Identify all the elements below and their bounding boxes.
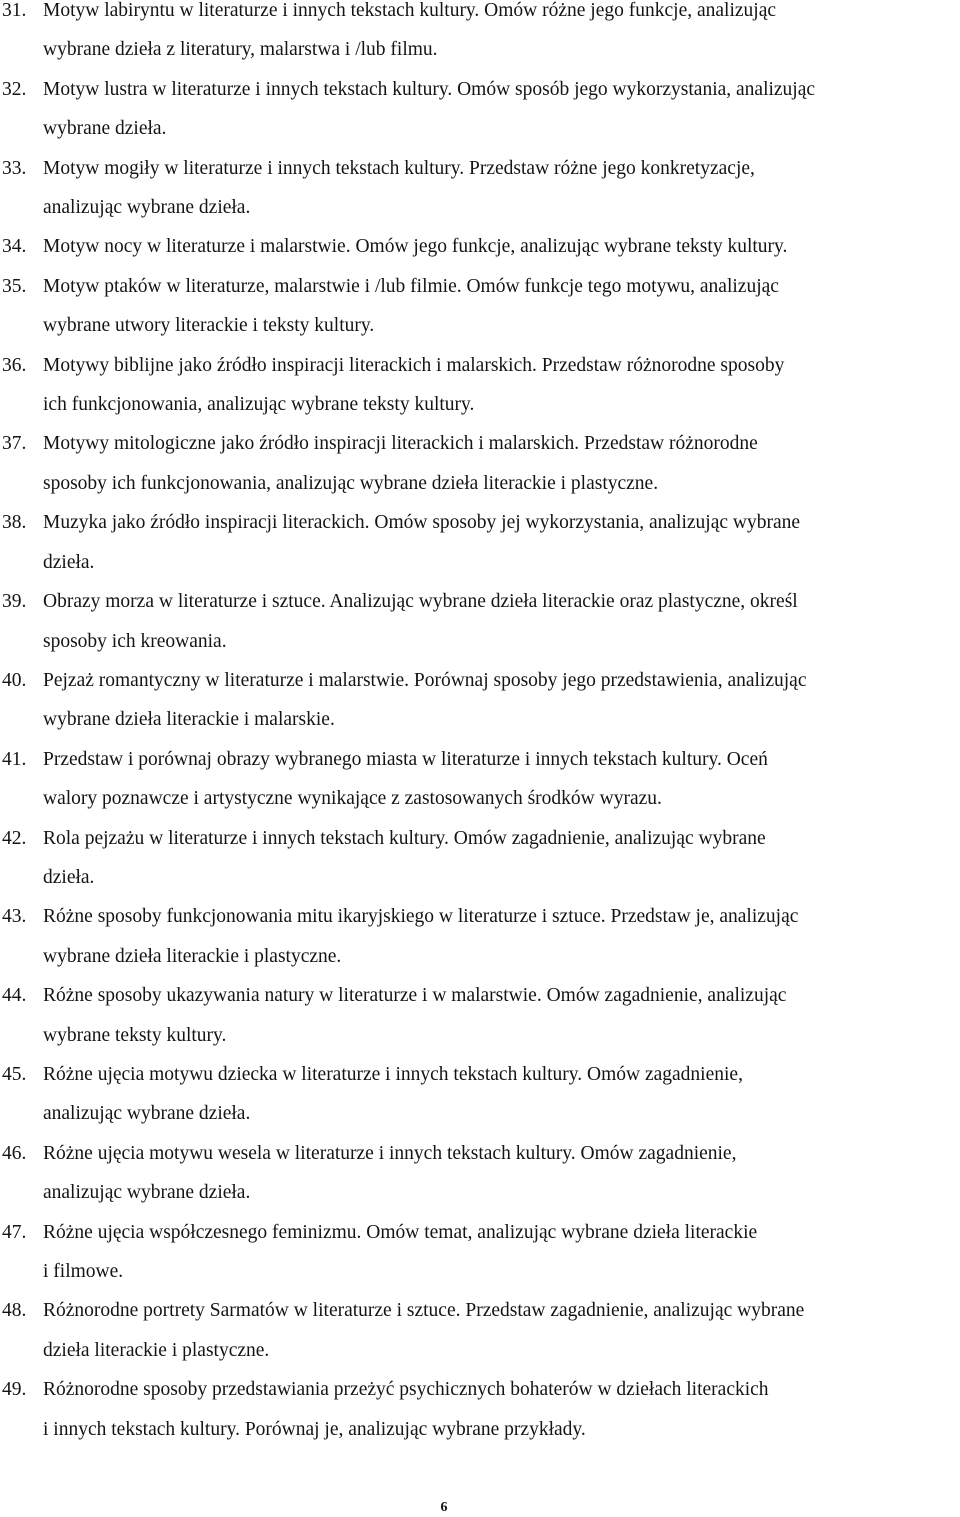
item-text: Muzyka jako źródło inspiracji literackich. Omów sposoby jej wykorzystania, analizując wybrane dzieła. xyxy=(43,512,801,573)
item-number: 43. xyxy=(2,906,27,928)
item-number: 36. xyxy=(2,354,27,376)
list-item xyxy=(0,346,960,425)
list-item xyxy=(0,1291,960,1370)
item-text: Różne ujęcia motywu dziecka w literaturze i innych tekstach kultury. Omów zagadnienie, analizując wybrane dzieła. xyxy=(43,1063,743,1125)
list-item xyxy=(0,819,960,898)
item-text: Różne sposoby ukazywania natury w literaturze i w malarstwie. Omów zagadnienie, analizując wybrane teksty kultury. xyxy=(43,985,787,1046)
item-text: Obrazy morza w literaturze i sztuce. Analizując wybrane dzieła literackie oraz plastyczne, określ sposoby ich kreowania. xyxy=(43,591,798,652)
item-text: Motyw ptaków w literaturze, malarstwie i /lub filmie. Omów funkcje tego motywu, analizując wybrane utwory literackie i teksty kultury. xyxy=(43,275,779,337)
item-text: Różnorodne sposoby przedstawiania przeżyć psychicznych bohaterów w dziełach literackich i innych tekstach kultury. Porównaj je, analizując wybrane przykłady. xyxy=(43,1379,769,1440)
item-number: 49. xyxy=(2,1379,27,1401)
item-text: Pejzaż romantyczny w literaturze i malarstwie. Porównaj sposoby jego przedstawienia, analizując wybrane dzieła literackie i malarskie. xyxy=(43,669,807,731)
list-item xyxy=(0,70,960,149)
list-item xyxy=(0,582,960,661)
item-number: 31. xyxy=(2,0,27,21)
list-item xyxy=(0,740,960,819)
item-text: Motyw lustra w literaturze i innych tekstach kultury. Omów sposób jego wykorzystania, analizując wybrane dzieła. xyxy=(43,78,816,140)
item-number: 34. xyxy=(2,236,27,258)
item-text: Motyw labiryntu w literaturze i innych tekstach kultury. Omów różne jego funkcje, analizując wybrane dzieła z literatury, malarstwa i /lub filmu. xyxy=(43,0,777,61)
list-item xyxy=(0,1213,960,1292)
item-text: Motywy biblijne jako źródło inspiracji literackich i malarskich. Przedstaw różnorodne sposoby ich funkcjonowania, analizując wybrane teksty kultury. xyxy=(43,354,785,416)
list-item xyxy=(0,976,960,1055)
list-item xyxy=(0,267,960,346)
item-text: Motyw mogiły w literaturze i innych tekstach kultury. Przedstaw różne jego konkretyzacje, analizując wybrane dzieła. xyxy=(43,157,755,219)
item-text: Motyw nocy w literaturze i malarstwie. Omów jego funkcje, analizując wybrane teksty kultury. xyxy=(43,236,788,258)
item-number: 33. xyxy=(2,157,27,179)
item-number: 45. xyxy=(2,1063,27,1085)
item-number: 40. xyxy=(2,669,27,691)
item-text: Różne ujęcia współczesnego feminizmu. Omów temat, analizując wybrane dzieła literackie i filmowe. xyxy=(43,1221,758,1282)
list-item xyxy=(0,897,960,976)
item-number: 39. xyxy=(2,591,27,613)
page-number: 6 xyxy=(440,1500,448,1515)
list-item xyxy=(0,1134,960,1213)
item-number: 48. xyxy=(2,1300,27,1322)
list-item xyxy=(0,424,960,503)
item-number: 46. xyxy=(2,1142,27,1164)
item-number: 47. xyxy=(2,1221,27,1243)
item-text: Różnorodne portrety Sarmatów w literaturze i sztuce. Przedstaw zagadnienie, analizując wybrane dzieła literackie i plastyczne. xyxy=(43,1300,805,1361)
list-item xyxy=(0,1370,960,1449)
list-item xyxy=(0,661,960,740)
list-item xyxy=(0,0,960,70)
list-item xyxy=(0,503,960,582)
item-text: Różne ujęcia motywu wesela w literaturze i innych tekstach kultury. Omów zagadnienie, analizując wybrane dzieła. xyxy=(43,1142,737,1204)
item-number: 32. xyxy=(2,78,27,100)
item-text: Różne sposoby funkcjonowania mitu ikaryjskiego w literaturze i sztuce. Przedstaw je, analizując wybrane dzieła literackie i plastyczne. xyxy=(43,906,799,967)
list-item xyxy=(0,1055,960,1134)
item-number: 35. xyxy=(2,275,27,297)
item-number: 41. xyxy=(2,748,27,770)
item-text: Motywy mitologiczne jako źródło inspiracji literackich i malarskich. Przedstaw różnorodne sposoby ich funkcjonowania, analizując wybrane dzieła literackie i plastyczne. xyxy=(43,433,758,494)
item-number: 42. xyxy=(2,827,27,849)
item-text: Rola pejzażu w literaturze i innych tekstach kultury. Omów zagadnienie, analizując wybrane dzieła. xyxy=(43,827,766,888)
item-number: 38. xyxy=(2,512,27,534)
item-text: Przedstaw i porównaj obrazy wybranego miasta w literaturze i innych tekstach kultury. Oceń walory poznawcze i artystyczne wynikające z zastosowanych środków wyrazu. xyxy=(43,748,768,810)
item-number: 44. xyxy=(2,985,27,1007)
list-item xyxy=(0,227,960,266)
list-item xyxy=(0,149,960,228)
item-number: 37. xyxy=(2,433,27,455)
